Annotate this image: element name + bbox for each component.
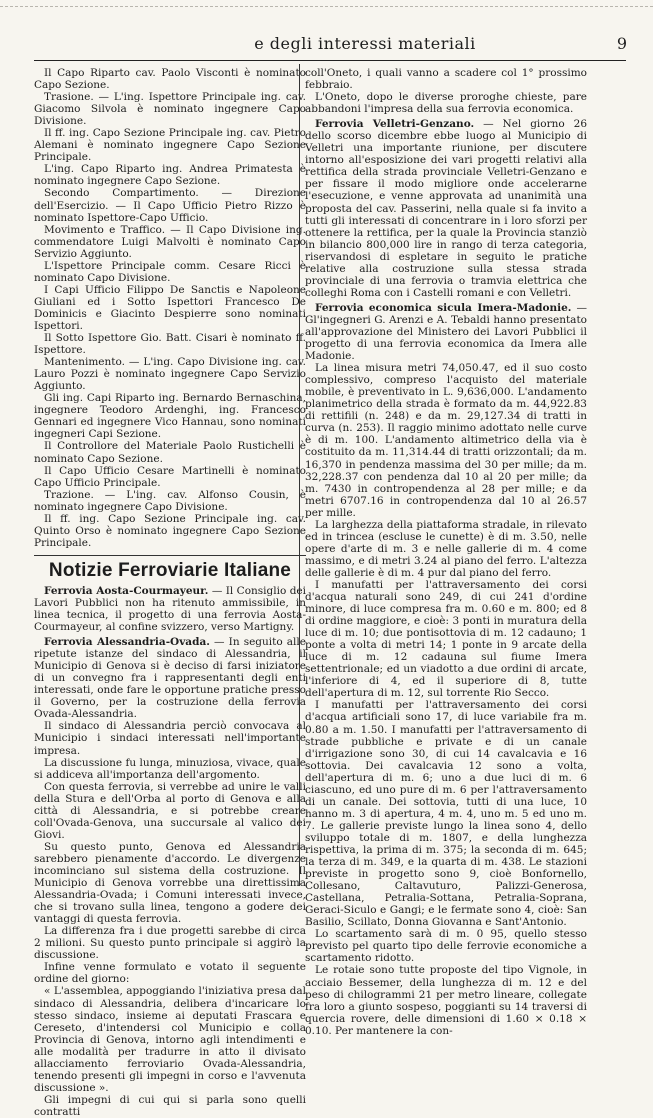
appointment-9: Il Sotto Ispettore Gio. Batt. Cisari è nominato ff. Ispettore. xyxy=(34,332,306,357)
appointment-15: Il ff. ing. Capo Sezione Principale ing. cav. Quinto Orso è nominato ingegnere Capo Sezione Principale. xyxy=(34,512,306,549)
appointment-12: Il Controllore del Materiale Paolo Rustichelli è nominato Capo Sezione. xyxy=(34,440,306,465)
appointment-1: Il Capo Riparto cav. Paolo Visconti è nominato Capo Sezione. xyxy=(34,67,306,92)
appointment-10: Mantenimento. — L'ing. Capo Divisione ing. cav. Lauro Pozzi è nominato ingegnere Capo Servizio Aggiunto. xyxy=(34,356,306,393)
column-divider xyxy=(299,64,300,886)
aosta-heading: Ferrovia Aosta-Courmayeur. xyxy=(44,584,209,597)
sicula-heading: Ferrovia economica sicula Imera-Madonie. xyxy=(315,301,572,314)
ovada-text-7: Infine venne formulato e votato il seguente ordine del giorno: xyxy=(34,961,306,986)
appointment-13: Il Capo Ufficio Cesare Martinelli è nominato Capo Ufficio Principale. xyxy=(34,464,306,489)
section-title: Notizie Ferroviarie Italiane xyxy=(48,559,292,581)
velletri-heading: Ferrovia Velletri-Genzano. xyxy=(315,118,475,131)
appointment-5: Secondo Compartimento. — Direzione dell'Esercizio. — Il Capo Ufficio Pietro Rizzo è nominato Ispettore-Capo Ufficio. xyxy=(34,187,306,224)
ovada-text-5: Su questo punto, Genova ed Alessandria sarebbero pienamente d'accordo. Le divergenze incominciano sul sistema della costruzione. Il Municipio di Genova vorrebbe una direttissima Alessandria-Ovada; i Comuni interessati invece, che si trovano sulla linea, tengono a godere dei vantaggi di questa ferrovia. xyxy=(34,840,306,926)
ovada-text-3: La discussione fu lunga, minuziosa, vivace, quale si addiceva all'importanza dell'argomento. xyxy=(34,756,306,781)
sicula-text-3: La larghezza della piattaforma stradale, in rilevato ed in trincea (escluse le cunette) è di m. 3.50, nelle opere d'arte di m. 3 e nelle gallerie di m. 4 come massimo, e di metri 3.24 al piano del ferro. L'altezza delle gallerie è di m. 4 pur dal piano del ferro. xyxy=(305,518,587,579)
velletri-text: — Nel giorno 26 dello scorso dicembre ebbe luogo al Municipio di Velletri una importante riunione, per discutere intorno all'esposizione dei vari progetti relativi alla rettifica della strada provinciale Velletri-Genzano e per fissare il modo migliore onde accelerarne l'esecuzione, e venne approvata ad unanimità una proposta del cav. Passerini, nella quale si fa invito a tutti gli interessati di concentrare in i loro sforzi per ottenere la rettifica, per la quale la Provincia stanziò in bilancio 800,000 lire in rango di terza categoria, riservandosi di espletare in seguito le pratiche relative alla costruzione sulla stessa strada provinciale di una ferrovia o tramvia elettrica che colleghi Roma con i Castelli romani e con Velletri. xyxy=(305,118,588,299)
running-title: e degli interessi materiali xyxy=(254,34,476,53)
appointment-11: Gli ing. Capi Riparto ing. Bernardo Bernaschina, ingegnere Teodoro Ardenghi, ing. Francesco Gennari ed ingegnere Vico Hannau, sono nominati ingegneri Capi Sezione. xyxy=(34,392,306,441)
appointment-7: L'Ispettore Principale comm. Cesare Ricci è nominato Capo Divisione. xyxy=(34,259,306,284)
section-rule xyxy=(34,555,306,556)
oneto-text-1: coll'Oneto, i quali vanno a scadere col 1° prossimo febbraio. xyxy=(305,67,587,92)
appointment-2: Trasione. — L'ing. Ispettore Principale ing. cav. Giacomo Silvola è nominato ingegnere Capo Divisione. xyxy=(34,91,306,128)
aosta-text: — Il Consiglio dei Lavori Pubblici non ha ritenuto ammissibile, in linea tecnica, il progetto di una ferrovia Aosta-Courmayeur, al confine svizzero, verso Martigny. xyxy=(34,584,306,634)
ovada-text-4: Con questa ferrovia, si verrebbe ad unire le valli della Stura e dell'Orba al porto di Genova e alla città di Alessandria, e si potrebbe creare coll'Ovada-Genova, una succursale al valico dei Giovi. xyxy=(34,780,306,841)
scan-edge xyxy=(0,6,653,7)
sicula-text-6: Lo scartamento sarà di m. 0 95, quello stesso previsto pel quarto tipo delle ferrovie economiche a scartamento ridotto. xyxy=(305,928,587,965)
sicula-text-1: — Gl'ingegneri G. Arenzi e A. Tebaldi hanno presentato all'approvazione del Ministero dei Lavori Pubblici il progetto di una ferrovia economica da Imera alle Madonie. xyxy=(305,301,587,363)
velletri-article xyxy=(305,118,587,299)
appointment-14: Trazione. — L'ing. cav. Alfonso Cousin, è nominato ingegnere Capo Divisione. xyxy=(34,488,306,513)
aosta-article xyxy=(34,585,306,633)
appointment-3: Il ff. ing. Capo Sezione Principale ing. cav. Pietro Alemani è nominato ingegnere Capo Sezione Principale. xyxy=(34,127,306,164)
sicula-text-4: I manufatti per l'attraversamento dei corsi d'acqua naturali sono 249, di cui 241 d'ordine minore, di luce compresa fra m. 0.60 e m. 800; ed 8 di ordine maggiore, e cioè: 3 ponti in muratura della luce di m. 10; due pontisottovia di m. 12 cadauno; 1 ponte a volta di metri 14; 1 ponte in 9 arcate della luce di m. 12 cadauna sul fiume Imera settentrionale; ed un viadotto a due ordini di arcate, l'inferiore di 4, ed il superiore di 8, tutte dell'apertura di m. 12, sul torrente Rio Secco. xyxy=(305,578,587,700)
ovada-text-6: La differenza fra i due progetti sarebbe di circa 2 milioni. Su questo punto principale si aggirò la discussione. xyxy=(34,925,306,962)
ovada-text-2: Il sindaco di Alessandria perciò convocava al Municipio i sindaci interessati nell'importante impresa. xyxy=(34,720,306,757)
oneto-text-2: L'Oneto, dopo le diverse proroghe chieste, pare abbandoni l'impresa della sua ferrovia economica. xyxy=(305,91,587,116)
header-rule xyxy=(34,60,626,61)
ovada-text-1: — In seguito alle ripetute istanze del sindaco di Alessandria, il Municipio di Genova si è deciso di farsi iniziatore di un convegno fra i rappresentanti degli enti interessati, onde fare le opportune pratiche presso il Governo, per la costruzione della ferrovia Ovada-Alessandria. xyxy=(34,636,306,721)
page-number: 9 xyxy=(616,34,627,53)
appointment-8: I Capi Ufficio Filippo De Sanctis e Napoleone Giuliani ed i Sotto Ispettori Francesco De Dominicis e Giacinto Despierre sono nominati Ispettori. xyxy=(34,283,306,332)
ovada-text-9: Gli impegni di cui qui si parla sono quelli contratti xyxy=(34,1093,306,1118)
left-column xyxy=(34,67,306,1118)
appointment-6: Movimento e Traffico. — Il Capo Divisione ing. commendatore Luigi Malvolti è nominato Capo Servizio Aggiunto. xyxy=(34,223,306,260)
right-column xyxy=(305,67,587,1037)
ovada-resolution: « L'assemblea, appoggiando l'iniziativa presa dal sindaco di Alessandria, delibera d'incaricare lo stesso sindaco, insieme ai deputati Frascara e Cereseto, d'intendersi col Municipio e colla Provincia di Genova, intorno agli intendimenti e alle modalità per tradurre in atto il divisato allacciamento ferroviario Ovada-Alessandria, tenendo presenti gli impegni in corso e l'avvenuta discussione ». xyxy=(34,985,306,1094)
sicula-text-2: La linea misura metri 74,050.47, ed il suo costo complessivo, compreso l'acquisto del materiale mobile, è preventivato in L. 9,636,000. L'andamento planimetrico della strada è formato da m. 44,922.83 di rettifili (n. 248) e da m. 29,127.34 di tratti in curva (n. 253). Il raggio minimo adottato nelle curve è di m. 100. L'andamento altimetrico della via è costituito da m. 11,314.44 di tratti orizzontali; da m. 16,370 in pendenza massima del 30 per mille; da m. 32,228.37 con pendenza dal 10 al 20 per mille; da m. 7430 in contropendenza al 28 per mille; e da metri 6707.16 in contropendenza dal 10 al 26.57 per mille. xyxy=(305,362,587,519)
sicula-text-7: Le rotaie sono tutte proposte del tipo Vignole, in acciaio Bessemer, della lunghezza di m. 12 e del peso di chilogrammi 21 per metro lineare, collegate fra loro a giunto sospeso, poggianti su 14 traversi di quercia rovere, delle dimensioni di 1.60 × 0.18 × 0.10. Per mantenere la con- xyxy=(305,964,587,1037)
sicula-text-5: I manufatti per l'attraversamento dei corsi d'acqua artificiali sono 17, di luce variabile fra m. 0.80 a m. 1.50. I manufatti per l'attraversamento di strade pubbliche e private e di un canale d'irrigazione sono 30, di cui 14 cavalcavia e 16 sottovia. Dei cavalcavia 12 sono a volta, dell'apertura di m. 6; uno a due luci di m. 6 ciascuno, ed uno pure di m. 6 per l'attraversamento di un canale. Dei sottovia, tutti di una luce, 10 hanno m. 3 di apertura, 4 m. 4, uno m. 5 ed uno m. 7. Le gallerie previste lungo la linea sono 4, dello sviluppo totale di m. 1807, e della lunghezza rispettiva, la prima di m. 375; la seconda di m. 645; la terza di m. 349, e la quarta di m. 438. Le stazioni previste in progetto sono 9, cioè Bonfornello, Collesano, Caltavuturo, Palizzi-Generosa, Castellana, Petralia-Sottana, Petralia-Soprana, Geraci-Siculo e Gangi; e le fermate sono 4, cioè: San Basilio, Scillato, Donna Giovanna e Sant'Antonio. xyxy=(305,699,587,929)
sicula-article xyxy=(305,302,587,362)
appointment-4: L'ing. Capo Riparto ing. Andrea Primatesta è nominato ingegnere Capo Sezione. xyxy=(34,163,306,188)
ovada-heading: Ferrovia Alessandria-Ovada. xyxy=(44,636,210,649)
ovada-article xyxy=(34,636,306,720)
